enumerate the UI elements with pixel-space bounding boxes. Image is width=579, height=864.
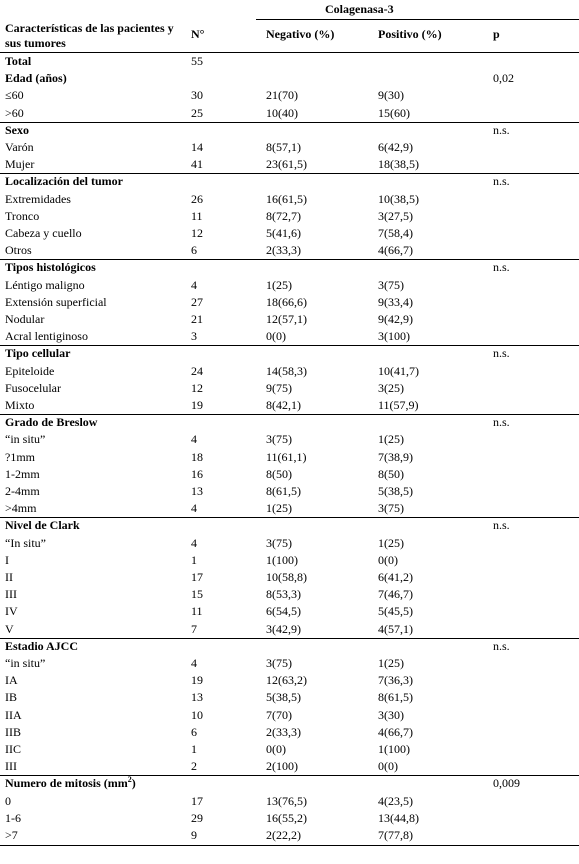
row-positive: 8(50) xyxy=(378,466,404,481)
row-label: Nivel de Clark xyxy=(5,518,80,533)
row-negative: 14(58,3) xyxy=(266,363,307,378)
row-negative: 16(61,5) xyxy=(266,191,307,206)
row-label: Acral lentiginoso xyxy=(5,329,88,344)
row-negative: 8(57,1) xyxy=(266,140,301,154)
row-positive: 0(0) xyxy=(378,552,398,567)
col-header-characteristics: Características de las pacientes y sus tumores xyxy=(5,21,174,50)
row-positive: 7(36,3) xyxy=(378,673,413,688)
row-positive: 6(41,2) xyxy=(378,570,413,584)
row-n: 4 xyxy=(191,501,197,516)
row-n: 13 xyxy=(191,690,203,705)
row-negative: 5(41,6) xyxy=(266,226,301,240)
row-positive: 18(38,5) xyxy=(378,157,419,172)
row-negative: 0(0) xyxy=(266,329,286,344)
row-n: 10 xyxy=(191,707,203,722)
row-n: 2 xyxy=(191,759,197,774)
row-negative: 13(76,5) xyxy=(266,793,307,808)
row-negative: 1(25) xyxy=(266,501,292,516)
row-p-value: n.s. xyxy=(493,518,510,533)
row-n: 6 xyxy=(191,243,197,258)
row-positive: 4(66,7) xyxy=(378,724,413,739)
row-positive: 11(57,9) xyxy=(378,398,419,412)
row-label: Extensión superficial xyxy=(5,294,107,309)
row-n: 4 xyxy=(191,432,197,447)
row-label: “in situ” xyxy=(5,432,46,447)
row-negative: 10(40) xyxy=(266,105,298,120)
row-label: Mixto xyxy=(5,398,35,412)
table-bottom-rule xyxy=(0,845,579,846)
row-label: Edad (años) xyxy=(5,71,67,86)
row-n: 25 xyxy=(191,105,203,120)
row-n: 19 xyxy=(191,398,203,412)
row-negative: 2(100) xyxy=(266,759,298,774)
row-label: ≤60 xyxy=(5,88,24,103)
row-negative: 9(75) xyxy=(266,380,292,395)
row-n: 7 xyxy=(191,621,197,636)
row-positive: 8(61,5) xyxy=(378,690,413,705)
row-positive: 3(25) xyxy=(378,380,404,395)
row-negative: 2(22,2) xyxy=(266,828,301,842)
row-negative: 8(72,7) xyxy=(266,208,301,223)
row-negative: 2(33,3) xyxy=(266,243,301,258)
row-p-value: 0,02 xyxy=(493,71,514,86)
row-n: 26 xyxy=(191,191,203,206)
row-n: 30 xyxy=(191,88,203,103)
row-label: Otros xyxy=(5,243,32,258)
row-n: 4 xyxy=(191,535,197,550)
row-negative: 0(0) xyxy=(266,742,286,756)
row-n: 17 xyxy=(191,570,203,584)
row-positive: 1(25) xyxy=(378,656,404,670)
row-p-value: n.s. xyxy=(493,260,510,275)
row-negative: 8(50) xyxy=(266,466,292,481)
row-label: 1-6 xyxy=(5,810,21,825)
row-label: Estadio AJCC xyxy=(5,638,79,653)
row-negative: 16(55,2) xyxy=(266,810,307,825)
row-negative: 7(70) xyxy=(266,707,292,722)
row-positive: 7(38,9) xyxy=(378,449,413,464)
row-positive: 6(42,9) xyxy=(378,140,413,154)
col-header-positive: Positivo (%) xyxy=(378,27,442,41)
row-label: Mujer xyxy=(5,157,35,172)
row-label: IIB xyxy=(5,724,21,739)
row-label: Total xyxy=(5,54,32,68)
row-label: “in situ” xyxy=(5,656,46,670)
row-positive: 4(23,5) xyxy=(378,793,413,808)
row-negative: 18(66,6) xyxy=(266,294,307,309)
row-n: 21 xyxy=(191,312,203,326)
row-negative: 8(42,1) xyxy=(266,398,301,412)
row-positive: 9(42,9) xyxy=(378,312,413,326)
row-label: Nodular xyxy=(5,312,45,326)
row-positive: 15(60) xyxy=(378,105,410,120)
row-n: 11 xyxy=(191,208,203,223)
row-positive: 3(75) xyxy=(378,501,404,516)
row-positive: 10(38,5) xyxy=(378,191,419,206)
row-n: 18 xyxy=(191,449,203,464)
group-title: Colagenasa-3 xyxy=(325,2,394,16)
row-p-value: n.s. xyxy=(493,638,510,653)
row-n: 4 xyxy=(191,656,197,670)
row-label: III xyxy=(5,587,17,602)
row-positive: 7(46,7) xyxy=(378,587,413,602)
row-positive: 5(45,5) xyxy=(378,604,413,619)
col-header-p: p xyxy=(493,27,500,41)
row-label: Epiteloide xyxy=(5,363,55,378)
row-n: 3 xyxy=(191,329,197,344)
row-label: Varón xyxy=(5,140,34,154)
row-positive: 5(38,5) xyxy=(378,484,413,498)
row-label: IB xyxy=(5,690,17,705)
row-label: V xyxy=(5,621,14,636)
row-positive: 1(25) xyxy=(378,535,404,550)
row-negative: 2(33,3) xyxy=(266,724,301,739)
label-tail: ) xyxy=(131,776,136,791)
row-positive: 13(44,8) xyxy=(378,810,419,825)
row-negative: 3(75) xyxy=(266,656,292,670)
col-header-n: N° xyxy=(191,27,205,41)
row-negative: 1(25) xyxy=(266,277,292,292)
row-label: Tronco xyxy=(5,208,40,223)
row-n: 13 xyxy=(191,484,203,498)
row-n: 6 xyxy=(191,724,197,739)
row-positive: 4(66,7) xyxy=(378,243,413,258)
row-negative: 3(42,9) xyxy=(266,621,301,636)
row-n: 16 xyxy=(191,466,203,481)
row-n: 14 xyxy=(191,140,203,154)
row-negative: 10(58,8) xyxy=(266,570,307,584)
row-negative: 3(75) xyxy=(266,432,292,447)
row-positive: 0(0) xyxy=(378,759,398,774)
row-negative: 12(63,2) xyxy=(266,673,307,688)
row-label: Grado de Breslow xyxy=(5,415,98,430)
row-label: III xyxy=(5,759,17,774)
row-label: Localización del tumor xyxy=(5,174,123,189)
row-negative: 12(57,1) xyxy=(266,312,307,326)
row-n: 12 xyxy=(191,380,203,395)
row-label: “In situ” xyxy=(5,535,46,550)
col-header-negative: Negativo (%) xyxy=(266,27,335,41)
row-n: 11 xyxy=(191,604,203,619)
row-n: 17 xyxy=(191,793,203,808)
row-p-value: n.s. xyxy=(493,346,510,361)
row-label: Tipo cellular xyxy=(5,346,71,361)
row-positive: 1(25) xyxy=(378,432,404,447)
row-negative: 5(38,5) xyxy=(266,690,301,705)
row-label: I xyxy=(5,552,9,567)
row-n: 24 xyxy=(191,363,203,378)
row-n: 1 xyxy=(191,742,197,756)
row-positive: 7(77,8) xyxy=(378,828,413,842)
row-negative: 8(53,3) xyxy=(266,587,301,602)
row-label: IIA xyxy=(5,707,22,722)
row-label: ?1mm xyxy=(5,449,35,464)
row-positive: 1(100) xyxy=(378,742,410,756)
row-label: IV xyxy=(5,604,18,619)
row-positive: 3(30) xyxy=(378,707,404,722)
row-label: Tipos histológicos xyxy=(5,260,96,275)
row-positive: 3(75) xyxy=(378,277,404,292)
row-positive: 7(58,4) xyxy=(378,226,413,240)
row-n: 1 xyxy=(191,552,197,567)
row-positive: 9(30) xyxy=(378,88,404,103)
row-label: IA xyxy=(5,673,18,688)
row-label: >7 xyxy=(5,828,18,842)
row-label: >60 xyxy=(5,105,24,120)
row-negative: 8(61,5) xyxy=(266,484,301,498)
row-p-value: n.s. xyxy=(493,415,510,430)
row-label: 2-4mm xyxy=(5,484,40,498)
row-label: Numero de mitosis $(mm^2)$ xyxy=(5,775,136,791)
row-label: 0 xyxy=(5,793,11,808)
row-p-value: n.s. xyxy=(493,122,510,137)
row-label: Léntigo maligno xyxy=(5,277,85,292)
unit-superscript: 2 xyxy=(127,775,132,785)
row-positive: 10(41,7) xyxy=(378,363,419,378)
row-positive: 4(57,1) xyxy=(378,621,413,636)
row-negative: 21(70) xyxy=(266,88,298,103)
row-label: 1-2mm xyxy=(5,466,40,481)
row-label: >4mm xyxy=(5,501,37,516)
row-label: Cabeza y cuello xyxy=(5,226,82,240)
row-positive: 9(33,4) xyxy=(378,294,413,309)
row-positive: 3(27,5) xyxy=(378,208,413,223)
row-negative: 1(100) xyxy=(266,552,298,567)
row-negative: 11(61,1) xyxy=(266,449,307,464)
row-n: 19 xyxy=(191,673,203,688)
group-underline xyxy=(256,19,579,20)
row-n: 41 xyxy=(191,157,203,172)
row-label: II xyxy=(5,570,13,584)
row-label: Extremidades xyxy=(5,191,71,206)
row-negative: 3(75) xyxy=(266,535,292,550)
row-negative: 6(54,5) xyxy=(266,604,301,619)
header-divider xyxy=(0,52,579,53)
row-n: 55 xyxy=(191,54,203,68)
row-label: Sexo xyxy=(5,122,29,137)
row-positive: 3(100) xyxy=(378,329,410,344)
row-n: 9 xyxy=(191,828,197,842)
row-n: 29 xyxy=(191,810,203,825)
row-label: Fusocelular xyxy=(5,380,61,395)
row-p-value: 0,009 xyxy=(493,776,520,791)
row-n: 27 xyxy=(191,294,203,309)
row-label: IIC xyxy=(5,742,21,756)
row-n: 12 xyxy=(191,226,203,240)
row-negative: 23(61,5) xyxy=(266,157,307,172)
row-n: 4 xyxy=(191,277,197,292)
row-n: 15 xyxy=(191,587,203,602)
row-p-value: n.s. xyxy=(493,174,510,189)
